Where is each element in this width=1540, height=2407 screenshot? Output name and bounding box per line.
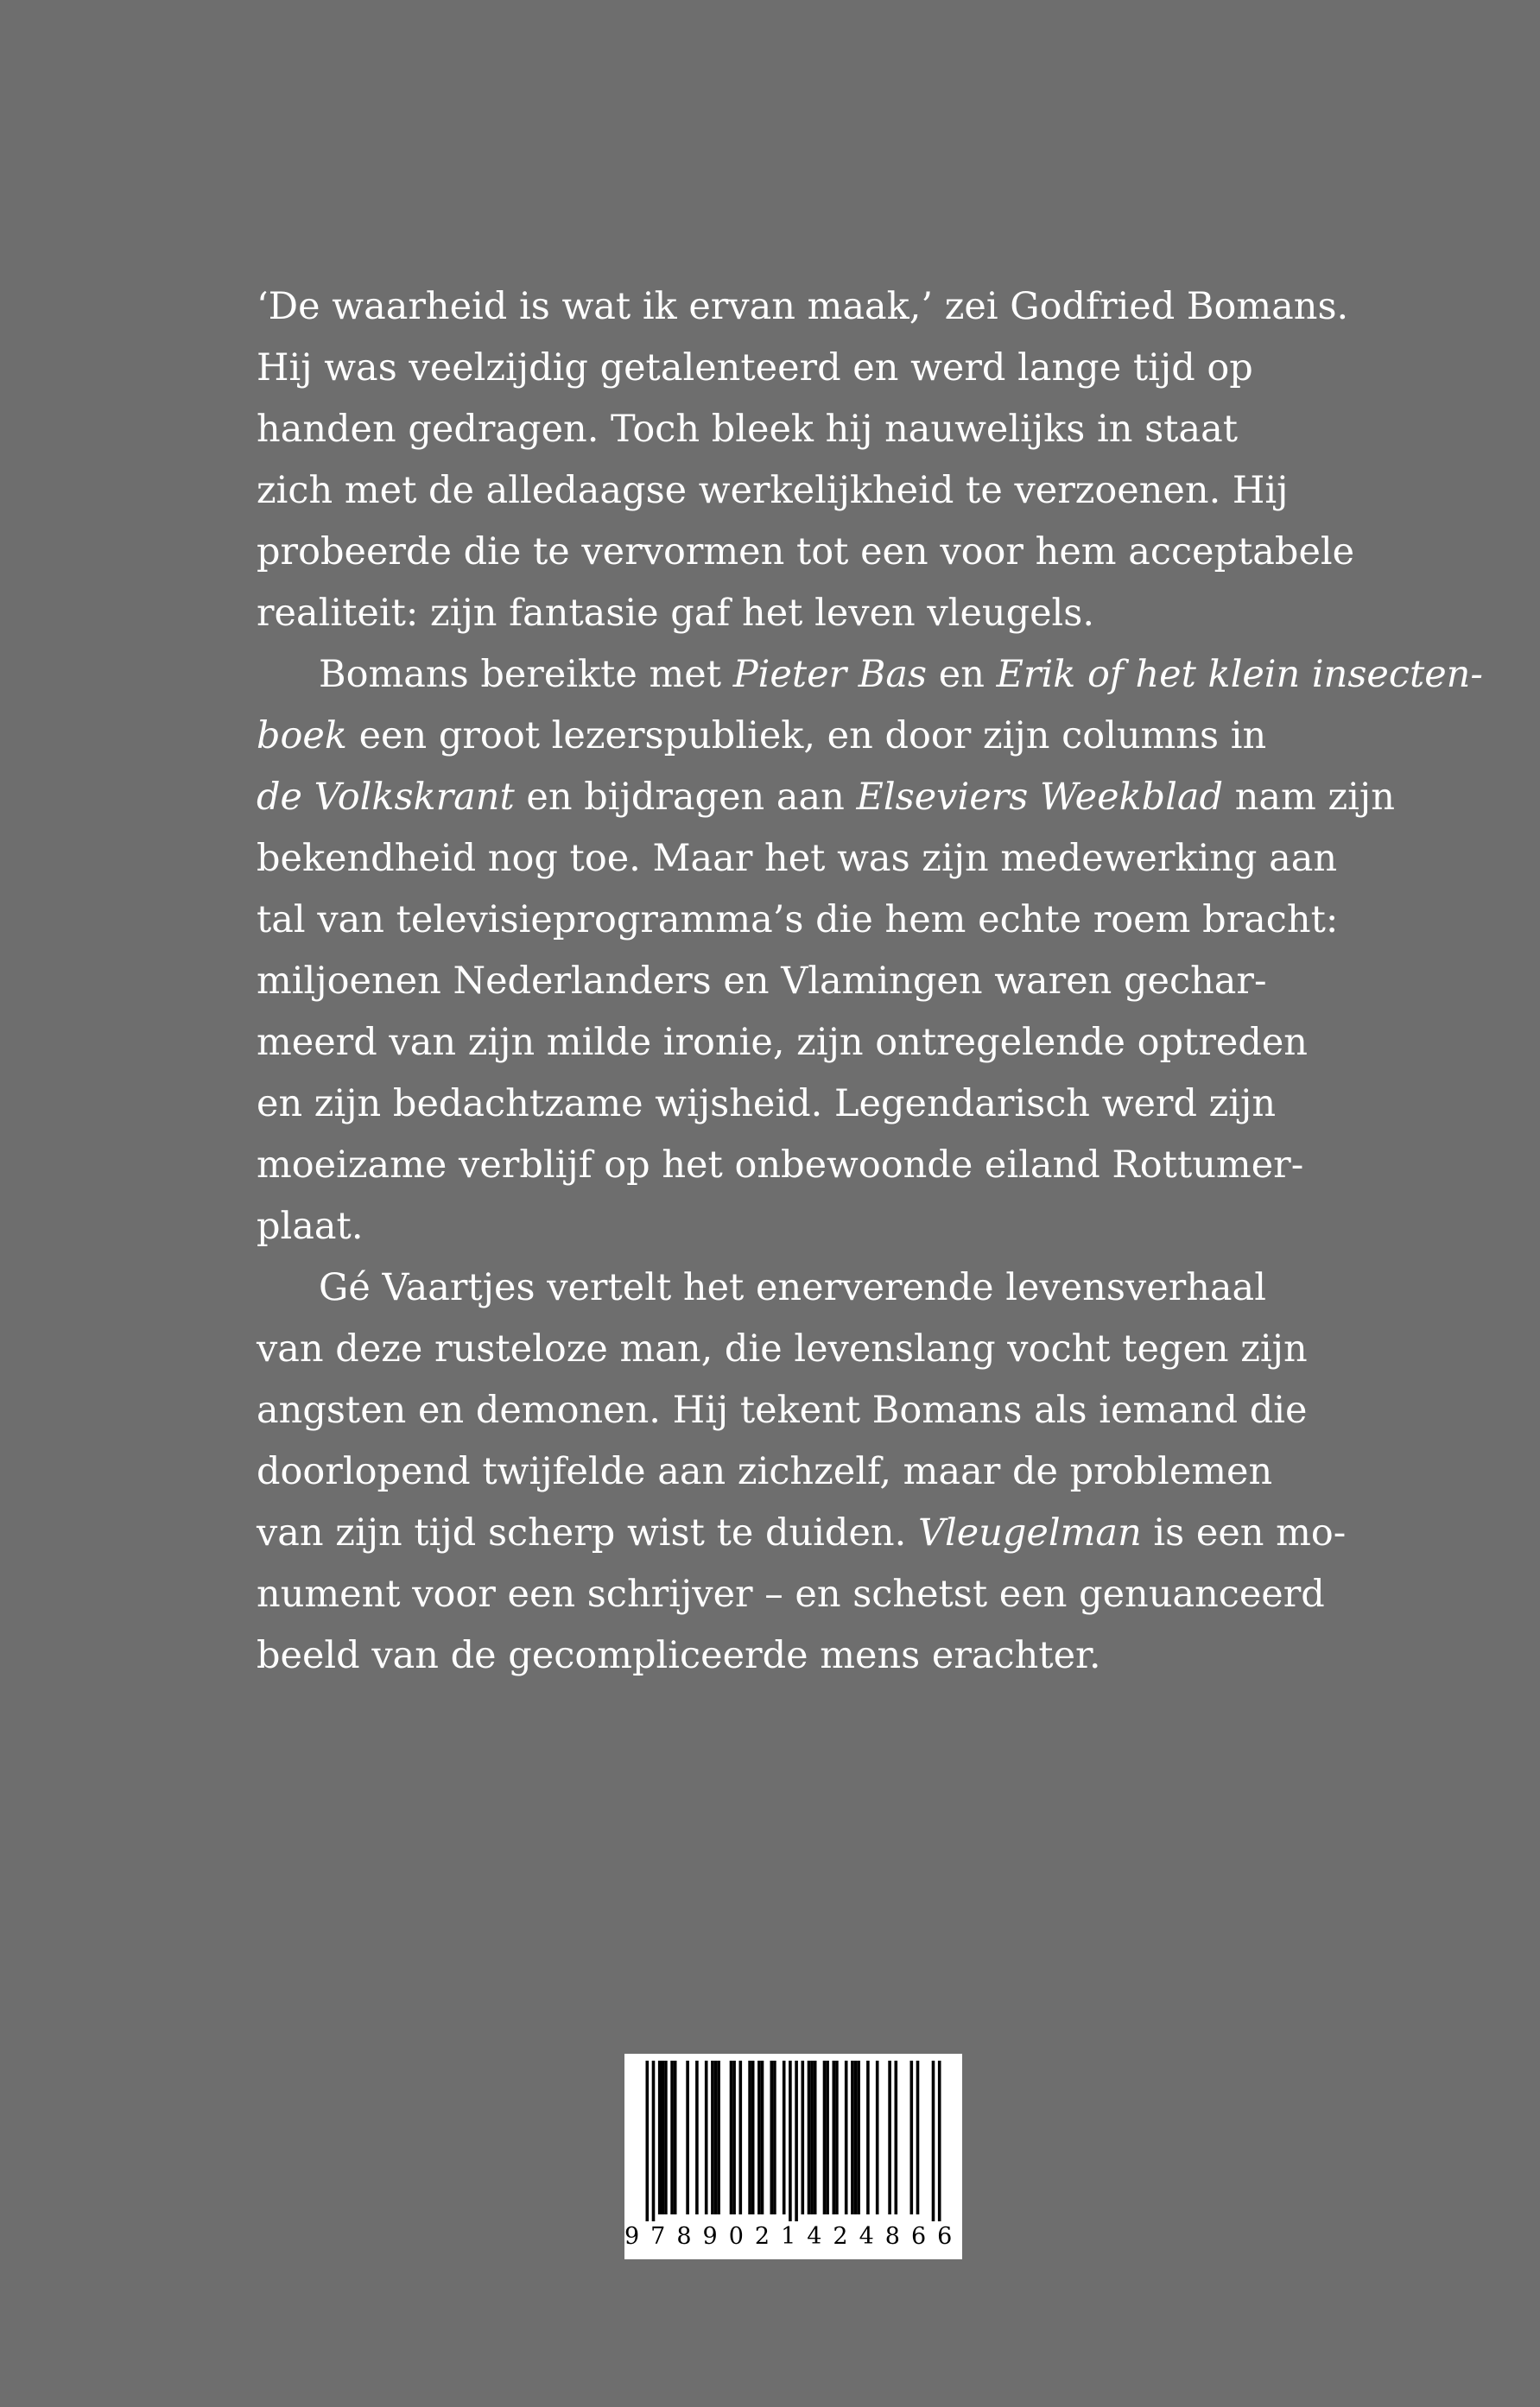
barcode-bars	[624, 2054, 962, 2223]
blurb-line: Bomans bereikte met Pieter Bas en Erik of het klein insecten-	[319, 653, 1483, 696]
barcode-bar	[932, 2061, 935, 2221]
barcode-bar	[714, 2061, 718, 2214]
blurb-line: tal van televisieprogramma’s die hem echte roem bracht:	[257, 898, 1339, 941]
isbn-barcode	[624, 2054, 962, 2259]
barcode-bar	[695, 2061, 699, 2214]
barcode-bar	[652, 2061, 656, 2221]
barcode-bar	[802, 2061, 805, 2214]
barcode-bar	[938, 2061, 941, 2221]
blurb-line: angsten en demonen. Hij tekent Bomans als iemand die	[257, 1389, 1308, 1432]
barcode-bar	[757, 2061, 761, 2214]
barcode-bar	[910, 2061, 914, 2214]
barcode-bar	[888, 2061, 891, 2214]
barcode-bar	[658, 2061, 662, 2214]
barcode-bar	[717, 2061, 720, 2214]
barcode-bar	[686, 2061, 689, 2214]
barcode-bar	[646, 2061, 650, 2221]
barcode-bar	[854, 2061, 858, 2214]
barcode-bar	[876, 2061, 879, 2214]
barcode-bar	[730, 2061, 733, 2214]
barcode-bar	[773, 2061, 776, 2214]
barcode-bar	[895, 2061, 898, 2214]
barcode-bar	[857, 2061, 860, 2214]
blurb-line: Hij was veelzijdig getalenteerd en werd lange tijd op	[257, 346, 1253, 390]
back-cover-blurb	[257, 276, 1483, 1687]
blurb-line: Gé Vaartjes vertelt het enerverende levensverhaal	[319, 1266, 1266, 1309]
barcode-bar	[845, 2061, 848, 2214]
barcode-bar	[670, 2061, 674, 2214]
barcode-bar	[662, 2061, 665, 2214]
blurb-line: meerd van zijn milde ironie, zijn ontregelende optreden	[257, 1021, 1308, 1064]
blurb-line: beeld van de gecompliceerde mens erachter.	[257, 1634, 1101, 1677]
blurb-line: bekendheid nog toe. Maar het was zijn medewerking aan	[257, 837, 1338, 880]
blurb-line: doorlopend twijfelde aan zichzelf, maar de problemen	[257, 1450, 1273, 1493]
barcode-bar	[851, 2061, 854, 2214]
barcode-bar	[823, 2061, 827, 2214]
book-title-pieter-bas: Pieter Bas	[732, 653, 928, 696]
isbn-number: 9789021424866	[624, 2223, 964, 2250]
blurb-line: moeizame verblijf op het onbewoonde eiland Rottumer-	[257, 1143, 1304, 1187]
barcode-bar	[783, 2061, 786, 2214]
blurb-line: plaat.	[257, 1205, 364, 1248]
barcode-bar	[810, 2061, 814, 2214]
barcode-bar	[705, 2061, 708, 2214]
barcode-bar	[795, 2061, 798, 2221]
barcode-bar	[761, 2061, 764, 2214]
magazine-title: Elseviers Weekblad	[856, 776, 1224, 819]
barcode-bar	[748, 2061, 751, 2214]
book-title-erik-cont: boek	[257, 714, 347, 757]
barcode-bar	[835, 2061, 839, 2214]
newspaper-title: de Volkskrant	[257, 776, 515, 819]
blurb-line: nument voor een schrijver – en schetst een genuanceerd	[257, 1573, 1325, 1616]
barcode-bar	[711, 2061, 714, 2214]
barcode-bar	[833, 2061, 836, 2214]
barcode-bar	[674, 2061, 677, 2214]
barcode-bar	[732, 2061, 736, 2214]
blurb-line: van zijn tijd scherp wist te duiden. Vleugelman is een mo-	[257, 1511, 1347, 1555]
blurb-line: zich met de alledaagse werkelijkheid te verzoenen. Hij	[257, 469, 1289, 512]
blurb-line: probeerde die te vervormen tot een voor hem acceptabele	[257, 530, 1355, 573]
barcode-bar	[739, 2061, 743, 2214]
barcode-bar	[866, 2061, 870, 2214]
book-title-erik: Erik of het klein insecten-	[996, 653, 1483, 696]
blurb-line: boek een groot lezerspubliek, en door zijn columns in	[257, 714, 1267, 757]
blurb-line: miljoenen Nederlanders en Vlamingen waren gechar-	[257, 960, 1267, 1003]
barcode-bar	[916, 2061, 920, 2214]
barcode-bar	[814, 2061, 817, 2214]
barcode-bar	[808, 2061, 811, 2214]
blurb-line: van deze rusteloze man, die levenslang vocht tegen zijn	[257, 1327, 1308, 1371]
blurb-line: ‘De waarheid is wat ik ervan maak,’ zei Godfried Bomans.	[257, 285, 1349, 328]
blurb-line: realiteit: zijn fantasie gaf het leven vleugels.	[257, 592, 1095, 635]
barcode-bar	[789, 2061, 792, 2221]
blurb-line: handen gedragen. Toch bleek hij nauwelijks in staat	[257, 408, 1238, 451]
barcode-bar	[751, 2061, 755, 2214]
blurb-line: en zijn bedachtzame wijsheid. Legendarisch werd zijn	[257, 1082, 1277, 1125]
barcode-bar	[770, 2061, 774, 2214]
barcode-bar	[826, 2061, 829, 2214]
barcode-bar	[664, 2061, 668, 2214]
blurb-line: de Volkskrant en bijdragen aan Elseviers Weekblad nam zijn	[257, 776, 1395, 819]
book-title-vleugelman: Vleugelman	[917, 1511, 1142, 1555]
